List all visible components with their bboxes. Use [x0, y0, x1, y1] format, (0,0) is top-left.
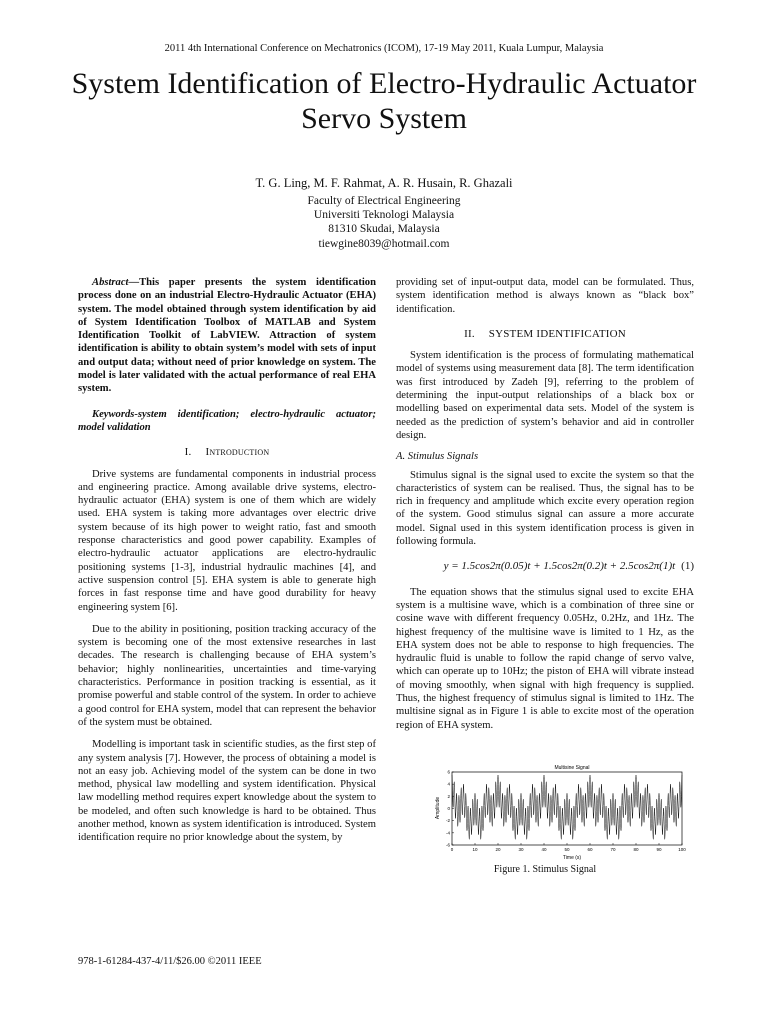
abstract: [78, 276, 376, 396]
right-column: [396, 276, 694, 732]
x-tick-label: 100: [678, 847, 686, 852]
intro-paragraph-2: Due to the ability in positioning, position tracking accuracy of the system is becoming one of the most extensive researches in last decades. The research is challenging because of EHA system’s behavior; highly nonlinearities, uncertainties and time-varying characteristics. Performance in position tracking is essential, as it promise powerful and stable control of the system. In order to achieve a good control for EHA system, model that can represent the behavior of the system must be obtained.: [78, 623, 376, 728]
title-line-2: Servo System: [301, 102, 467, 135]
y-tick-label: 6: [447, 769, 450, 775]
author-email[interactable]: tiewgine8039@hotmail.com: [318, 237, 450, 250]
keywords: Keywords-system identification; electro-hydraulic actuator; model validation: [78, 408, 376, 433]
equation-1: [396, 560, 694, 573]
x-tick-label: 40: [541, 847, 547, 852]
affiliation-faculty: Faculty of Electrical Engineering: [307, 195, 461, 207]
figure-caption: Figure 1. Stimulus Signal: [493, 864, 597, 875]
x-tick-label: 20: [495, 847, 501, 852]
plot-frame: [452, 772, 682, 845]
section-title: SYSTEM IDENTIFICATION: [488, 327, 626, 340]
x-tick-label: 60: [587, 847, 593, 852]
y-tick-label: 4: [447, 781, 450, 787]
affiliation-block: [0, 194, 768, 251]
y-tick-label: -2: [445, 818, 450, 824]
after-equation-paragraph: The equation shows that the stimulus signal used to excite EHA system is a multisine wave, which is a combination of three sine or cosine wave with different frequency 0.05Hz, 0.2Hz, and 1Hz. The highest frequency of the multisine wave is limited to 1 Hz, as the EHA system does not be able to response to high frequencies. The hydraulic fluid is unable to follow the rapid change of servo valve, which can operate up to 10Hz; the piston of EHA will vibrate instead of moving smoothly, when signal with high frequency is supplied. Thus, the highest frequency of stimulus signal is limited to 1Hz. The multisine signal as in Figure 1 is able to excite most of the operation region of EHA system.: [396, 586, 694, 731]
x-tick-label: 50: [564, 847, 570, 852]
multisine-series-line: [452, 775, 682, 839]
equation-number: (1): [681, 560, 694, 573]
conference-header: 2011 4th International Conference on Mechatronics (ICOM), 17-19 May 2011, Kuala Lumpur, Malaysia: [164, 43, 604, 54]
multisine-figure: [430, 762, 696, 862]
sysid-paragraph: System identification is the process of formulating mathematical model of systems using measurement data [8]. The term identification was first introduced by Zadeh [9], referring to the problem of determining the input-output relationships of a black box or modelling based on experimental data sets. Model of the system is needed as the prediction of system’s behavior and aid in controller design.: [396, 350, 694, 441]
paper-title: [60, 66, 708, 136]
affiliation-university: Universiti Teknologi Malaysia: [313, 209, 455, 222]
y-axis-label: Amplitude: [435, 796, 441, 820]
y-tick-label: 2: [447, 793, 450, 799]
x-tick-label: 90: [656, 847, 662, 852]
x-tick-label: 70: [610, 847, 616, 852]
y-tick-label: -6: [445, 842, 450, 848]
chart-title: Multisine Signal: [554, 765, 590, 771]
stimulus-paragraph: Stimulus signal is the signal used to excite the system so that the characteristics of system can be realised. Thus, the signal has to be rich in frequency and amplitude which excite every operation region of the system. Good stimulus signal can assure a more accurate model. Signal used in this system identification process is given in following formula.: [396, 469, 694, 548]
section-number: II.: [464, 327, 475, 340]
intro-paragraph-3: Modelling is important task in scientific studies, as the first step of any system analysis [7]. However, the process of obtaining a model is not an easy job. Achieving model of the system can be done in two method, physical law modelling and system identification. Physical law modelling method requires expert knowledge about the system to be modeled, and often such knowledge is hard to be obtained. Thus another method, known as system identification is introduced. System identification require no prior knowledge about the system, by: [78, 739, 376, 844]
copyright-footer: 978-1-61284-437-4/11/$26.00 ©2011 IEEE: [78, 956, 262, 967]
section-number: I.: [184, 446, 192, 459]
y-tick-label: 0: [447, 806, 450, 811]
x-tick-label: 0: [450, 847, 454, 852]
section-heading-introduction: [78, 446, 376, 459]
affiliation-address: 81310 Skudai, Malaysia: [328, 223, 440, 236]
left-column: [78, 276, 376, 845]
subsection-heading-stimulus: A. Stimulus Signals: [396, 451, 479, 463]
x-tick-label: 30: [518, 847, 524, 852]
x-tick-label: 10: [472, 847, 478, 852]
author-list: T. G. Ling, M. F. Rahmat, A. R. Husain, R. Ghazali: [255, 176, 513, 190]
equation-text: y = 1.5cos2π(0.05)t + 1.5cos2π(0.2)t + 2.5cos2π(1)t: [443, 560, 676, 573]
y-tick-label: -4: [445, 830, 450, 836]
title-line-1: System Identification of Electro-Hydraulic Actuator: [71, 67, 697, 100]
intro-continuation: providing set of input-output data, model can be formulated. Thus, system identification method is always known as “black box” identification.: [396, 277, 694, 315]
x-axis-label: Time (s): [562, 855, 582, 861]
intro-paragraph-1: Drive systems are fundamental components in industrial process and engineering practice. Among available drive systems, electro-hydraulic actuator (EHA) system is one of them which are widely used. EHA system is taking more advantages over electric drive system because of its high power to weight ratio, fast and smooth response characteristics and good power capability. Examples of electro-hydraulic actuator applications are electro-hydraulic positioning systems [1-3], industrial hydraulic machines [4], and active suspension control [5]. EHA system is able to generate high forces in fast response time and have good durability for heavy engineering system [6].: [78, 468, 376, 613]
x-tick-label: 80: [633, 847, 639, 852]
section-title: Introduction: [205, 446, 270, 459]
abstract-label: Abstract: [92, 277, 129, 288]
abstract-text: —This paper presents the system identification process done on an industrial Electro-Hydraulic Actuator (EHA) system. The model obtained through system identification by aid of System Identification Toolbox of MATLAB and System Identification Toolkit of LabVIEW. Attraction of system identification is ability to obtain system’s model with sets of input and output data; without need of prior knowledge on system. The model is later validated with the actual performance of real EHA system.: [78, 277, 376, 395]
section-heading-system-identification: [396, 328, 694, 341]
